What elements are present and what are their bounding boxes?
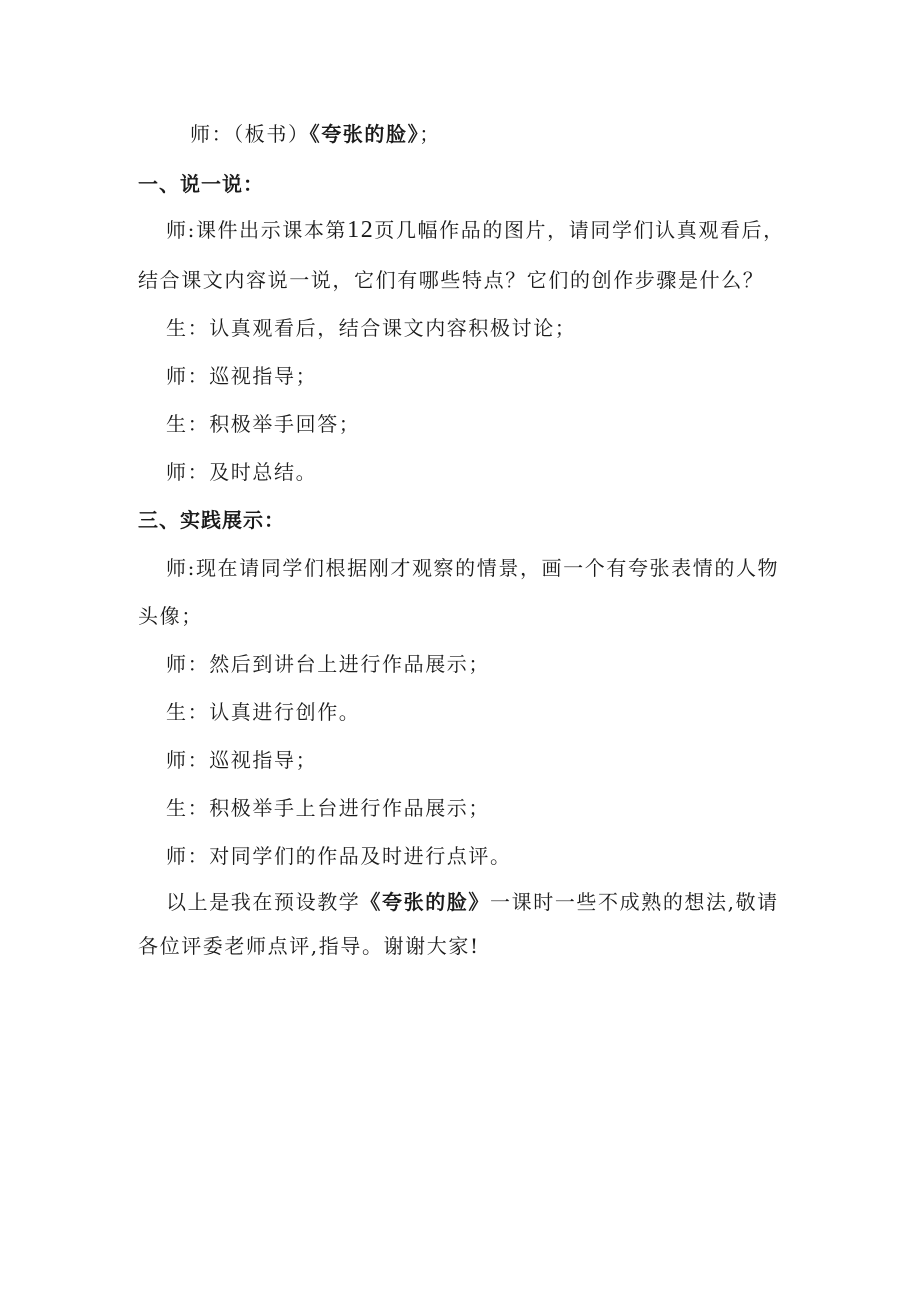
paragraph-1-line-2: 结合课文内容说一说，它们有哪些特点？它们的创作步骤是什么？ [138, 268, 765, 292]
teacher-line-5: 师：对同学们的作品及时进行点评。 [166, 844, 512, 868]
student-line-4: 生：积极举手上台进行作品展示； [166, 796, 490, 820]
paragraph-2-line-1: 师:现在请同学们根据刚才观察的情景，画一个有夸张表情的人物 [166, 556, 780, 580]
teacher-line-3: 师：然后到讲台上进行作品展示； [166, 652, 490, 676]
closing-lesson-title: 《夸张的脸》 [360, 890, 491, 914]
board-title-line [190, 122, 840, 146]
paragraph-1-text-b: 页几幅作品的图片，请同学们认真观看后， [374, 218, 785, 242]
student-line-3: 生：认真进行创作。 [166, 700, 361, 724]
teacher-line-2: 师：及时总结。 [166, 460, 318, 484]
teacher-line-4: 师：巡视指导； [166, 748, 318, 772]
board-prefix: 师：（板书） [190, 122, 310, 146]
section-heading-1: 一、说一说： [138, 172, 264, 196]
student-line-1: 生：认真观看后，结合课文内容积极讨论； [166, 316, 577, 340]
section-heading-2: 三、实践展示： [138, 508, 285, 532]
paragraph-1-line-1 [166, 218, 816, 242]
student-line-2: 生：积极举手回答； [166, 412, 361, 436]
teacher-line-1: 师：巡视指导； [166, 364, 318, 388]
closing-line-1 [166, 890, 816, 914]
paragraph-1-text-a: 师:课件出示课本第 [166, 218, 348, 242]
closing-text-b: 一课时一些不成熟的想法,敬请 [490, 890, 779, 914]
closing-text-a: 以上是我在预设教学 [166, 890, 361, 914]
board-suffix: ； [419, 122, 441, 146]
paragraph-2-line-2: 头像； [138, 604, 203, 628]
page-number: 12 [347, 217, 375, 243]
closing-line-2: 各位评委老师点评,指导。谢谢大家! [138, 934, 480, 958]
lesson-title: 《夸张的脸》 [309, 122, 420, 146]
